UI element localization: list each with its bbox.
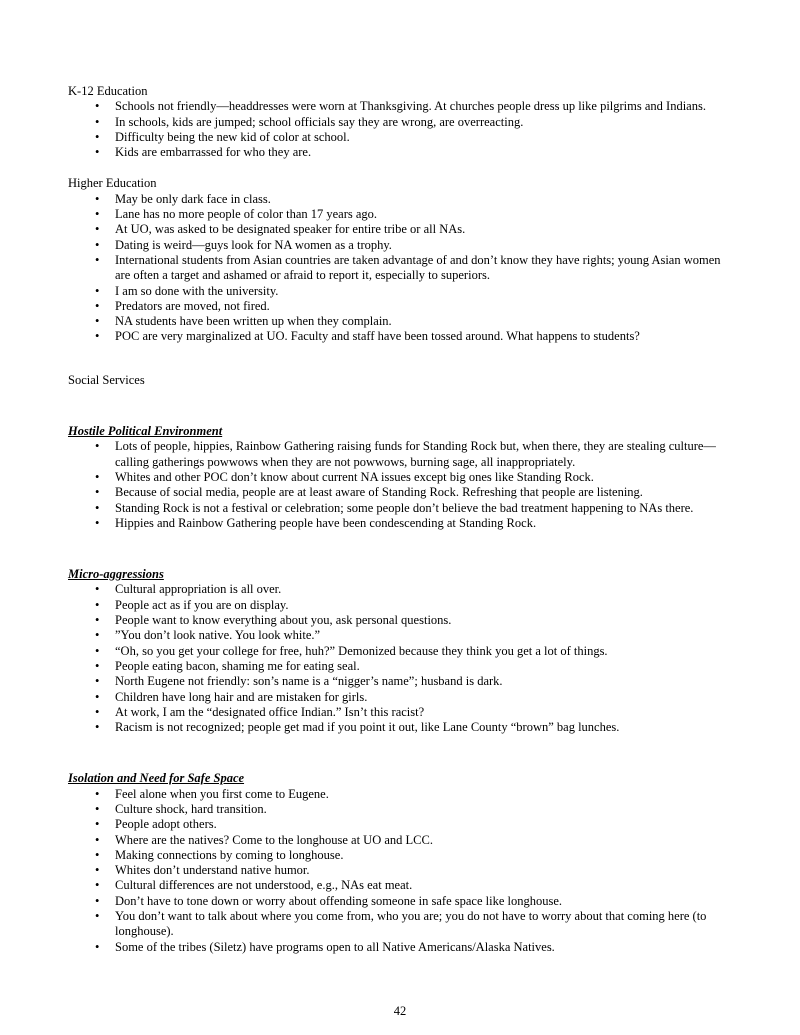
bullet-text: Children have long hair and are mistaken for girls. [115,689,368,704]
bullet-icon: • [95,817,100,832]
bullet-icon: • [95,597,100,612]
bullet-list [68,439,738,531]
bullet-text: POC are very marginalized at UO. Faculty and staff have been tossed around. What happens to students? [115,329,640,344]
bullet-text: Where are the natives? Come to the longhouse at UO and LCC. [115,832,433,847]
bullet-item [95,863,738,878]
bullet-text: International students from Asian countries are taken advantage of and don’t know they have rights; young Asian women are often a target and ashamed or afraid to report it, especially to superiors. [115,252,721,283]
bullet-text: You don’t want to talk about where you come from, who you are; you do not have to worry about that coming here (to longhouse). [115,909,707,939]
bullet-item [95,284,738,299]
bullet-text: Some of the tribes (Siletz) have programs open to all Native Americans/Alaska Natives. [115,939,555,954]
bullet-icon: • [95,145,100,160]
bullet-icon: • [95,801,100,816]
bullet-item [95,314,738,329]
bullet-text: People eating bacon, shaming me for eating seal. [115,658,360,673]
bullet-icon: • [95,314,100,329]
bullet-item [95,238,738,253]
bullet-icon: • [95,832,100,847]
bullet-item [95,817,738,832]
bullet-icon: • [95,582,100,597]
bullet-item [95,628,738,643]
bullet-text: Culture shock, hard transition. [115,801,267,816]
bullet-icon: • [95,298,100,313]
bullet-text: In schools, kids are jumped; school officials say they are wrong, are overreacting. [115,114,524,129]
bullet-text: Predators are moved, not fired. [115,298,270,313]
bullet-text: North Eugene not friendly: son’s name is a “nigger’s name”; husband is dark. [115,674,503,689]
bullet-item [95,598,738,613]
bullet-list [68,582,738,735]
bullet-text: ”You don’t look native. You look white.” [115,628,321,643]
bullet-item [95,145,738,160]
bullet-item [95,470,738,485]
bullet-item [95,222,738,237]
bullet-icon: • [95,893,100,908]
bullet-icon: • [95,500,100,515]
bullet-text: Racism is not recognized; people get mad if you point it out, like Lane County “brown” bag lunches. [115,720,620,735]
bullet-item [95,787,738,802]
bullet-text: People want to know everything about you, ask personal questions. [115,613,452,628]
section-title: Isolation and Need for Safe Space [68,771,245,786]
bullet-text: “Oh, so you get your college for free, huh?” Demonized because they think you get a lot of things. [115,643,608,658]
bullet-item [95,516,738,531]
bullet-item [95,674,738,689]
bullet-item [95,582,738,597]
bullet-icon: • [95,613,100,628]
bullet-item [95,659,738,674]
bullet-icon: • [95,191,100,206]
bullet-text: People adopt others. [115,817,217,832]
page-number: 42 [393,1003,407,1018]
section-title: Social Services [68,372,145,387]
bullet-text: Cultural differences are not understood, e.g., NAs eat meat. [115,878,413,893]
bullet-text: May be only dark face in class. [115,191,271,206]
bullet-icon: • [95,704,100,719]
bullet-item [95,253,738,284]
bullet-text: Because of social media, people are at least aware of Standing Rock. Refreshing that people are listening. [115,485,643,500]
bullet-item [95,705,738,720]
bullet-item [95,720,738,735]
bullet-item [95,909,738,940]
section [68,176,738,344]
bullet-item [95,848,738,863]
section [68,771,738,955]
bullet-text: Lane has no more people of color than 17 years ago. [115,207,378,222]
bullet-item [95,690,738,705]
bullet-icon: • [95,114,100,129]
bullet-list [68,787,738,955]
bullet-text: Making connections by coming to longhouse. [115,847,344,862]
bullet-icon: • [95,237,100,252]
bullet-text: Schools not friendly—headdresses were worn at Thanksgiving. At churches people dress up like pilgrims and Indians. [115,99,706,114]
sections [68,84,738,955]
bullet-item [95,99,738,114]
bullet-icon: • [95,878,100,893]
bullet-item [95,329,738,344]
bullet-icon: • [95,674,100,689]
bullet-icon: • [95,863,100,878]
bullet-item [95,613,738,628]
bullet-item [95,115,738,130]
bullet-icon: • [95,786,100,801]
bullet-icon: • [95,329,100,344]
section [68,424,738,531]
bullet-icon: • [95,643,100,658]
bullet-text: At work, I am the “designated office Indian.” Isn’t this racist? [115,704,425,719]
bullet-icon: • [95,689,100,704]
section-title: K-12 Education [68,84,148,98]
bullet-item [95,894,738,909]
bullet-item [95,940,738,955]
bullet-icon: • [95,439,100,454]
bullet-text: Dating is weird—guys look for NA women as a trophy. [115,237,392,252]
bullet-text: Cultural appropriation is all over. [115,582,282,597]
bullet-icon: • [95,469,100,484]
bullet-icon: • [95,658,100,673]
bullet-icon: • [95,207,100,222]
bullet-item [95,439,738,470]
bullet-text: Kids are embarrassed for who they are. [115,145,312,160]
bullet-item [95,485,738,500]
bullet-text: Whites don’t understand native humor. [115,863,310,878]
bullet-item [95,878,738,893]
bullet-icon: • [95,847,100,862]
section-title: Higher Education [68,176,157,191]
bullet-item [95,207,738,222]
bullet-item [95,644,738,659]
bullet-text: Feel alone when you first come to Eugene. [115,786,329,801]
bullet-item [95,501,738,516]
bullet-icon: • [95,252,100,267]
bullet-icon: • [95,939,100,954]
section [68,373,738,388]
bullet-list [68,192,738,345]
bullet-item [95,130,738,145]
bullet-text: Standing Rock is not a festival or celebration; some people don’t believe the bad treatment happening to NAs there. [115,500,694,515]
bullet-icon: • [95,628,100,643]
bullet-item [95,833,738,848]
section-title: Hostile Political Environment [68,424,223,439]
bullet-item [95,192,738,207]
bullet-list [68,99,738,160]
section [68,567,738,735]
bullet-text: At UO, was asked to be designated speaker for entire tribe or all NAs. [115,222,466,237]
bullet-text: People act as if you are on display. [115,597,289,612]
bullet-icon: • [95,909,100,924]
bullet-text: Lots of people, hippies, Rainbow Gathering raising funds for Standing Rock but, when there, they are stealing culture—calling gatherings powwows when they are not powwows, burning sage, all inappropriately. [115,439,716,469]
bullet-icon: • [95,283,100,298]
bullet-item [95,802,738,817]
bullet-text: Don’t have to tone down or worry about offending someone in safe space like longhouse. [115,893,563,908]
section [68,84,738,160]
bullet-item [95,299,738,314]
bullet-text: NA students have been written up when they complain. [115,314,392,329]
bullet-text: I am so done with the university. [115,283,279,298]
bullet-text: Difficulty being the new kid of color at school. [115,129,350,144]
bullet-text: Hippies and Rainbow Gathering people have been condescending at Standing Rock. [115,515,537,530]
bullet-icon: • [95,222,100,237]
bullet-icon: • [95,515,100,530]
section-title: Micro-aggressions [68,567,164,582]
bullet-icon: • [95,720,100,735]
bullet-text: Whites and other POC don’t know about current NA issues except big ones like Standing Rock. [115,469,594,484]
bullet-icon: • [95,485,100,500]
bullet-icon: • [95,99,100,114]
bullet-icon: • [95,129,100,144]
